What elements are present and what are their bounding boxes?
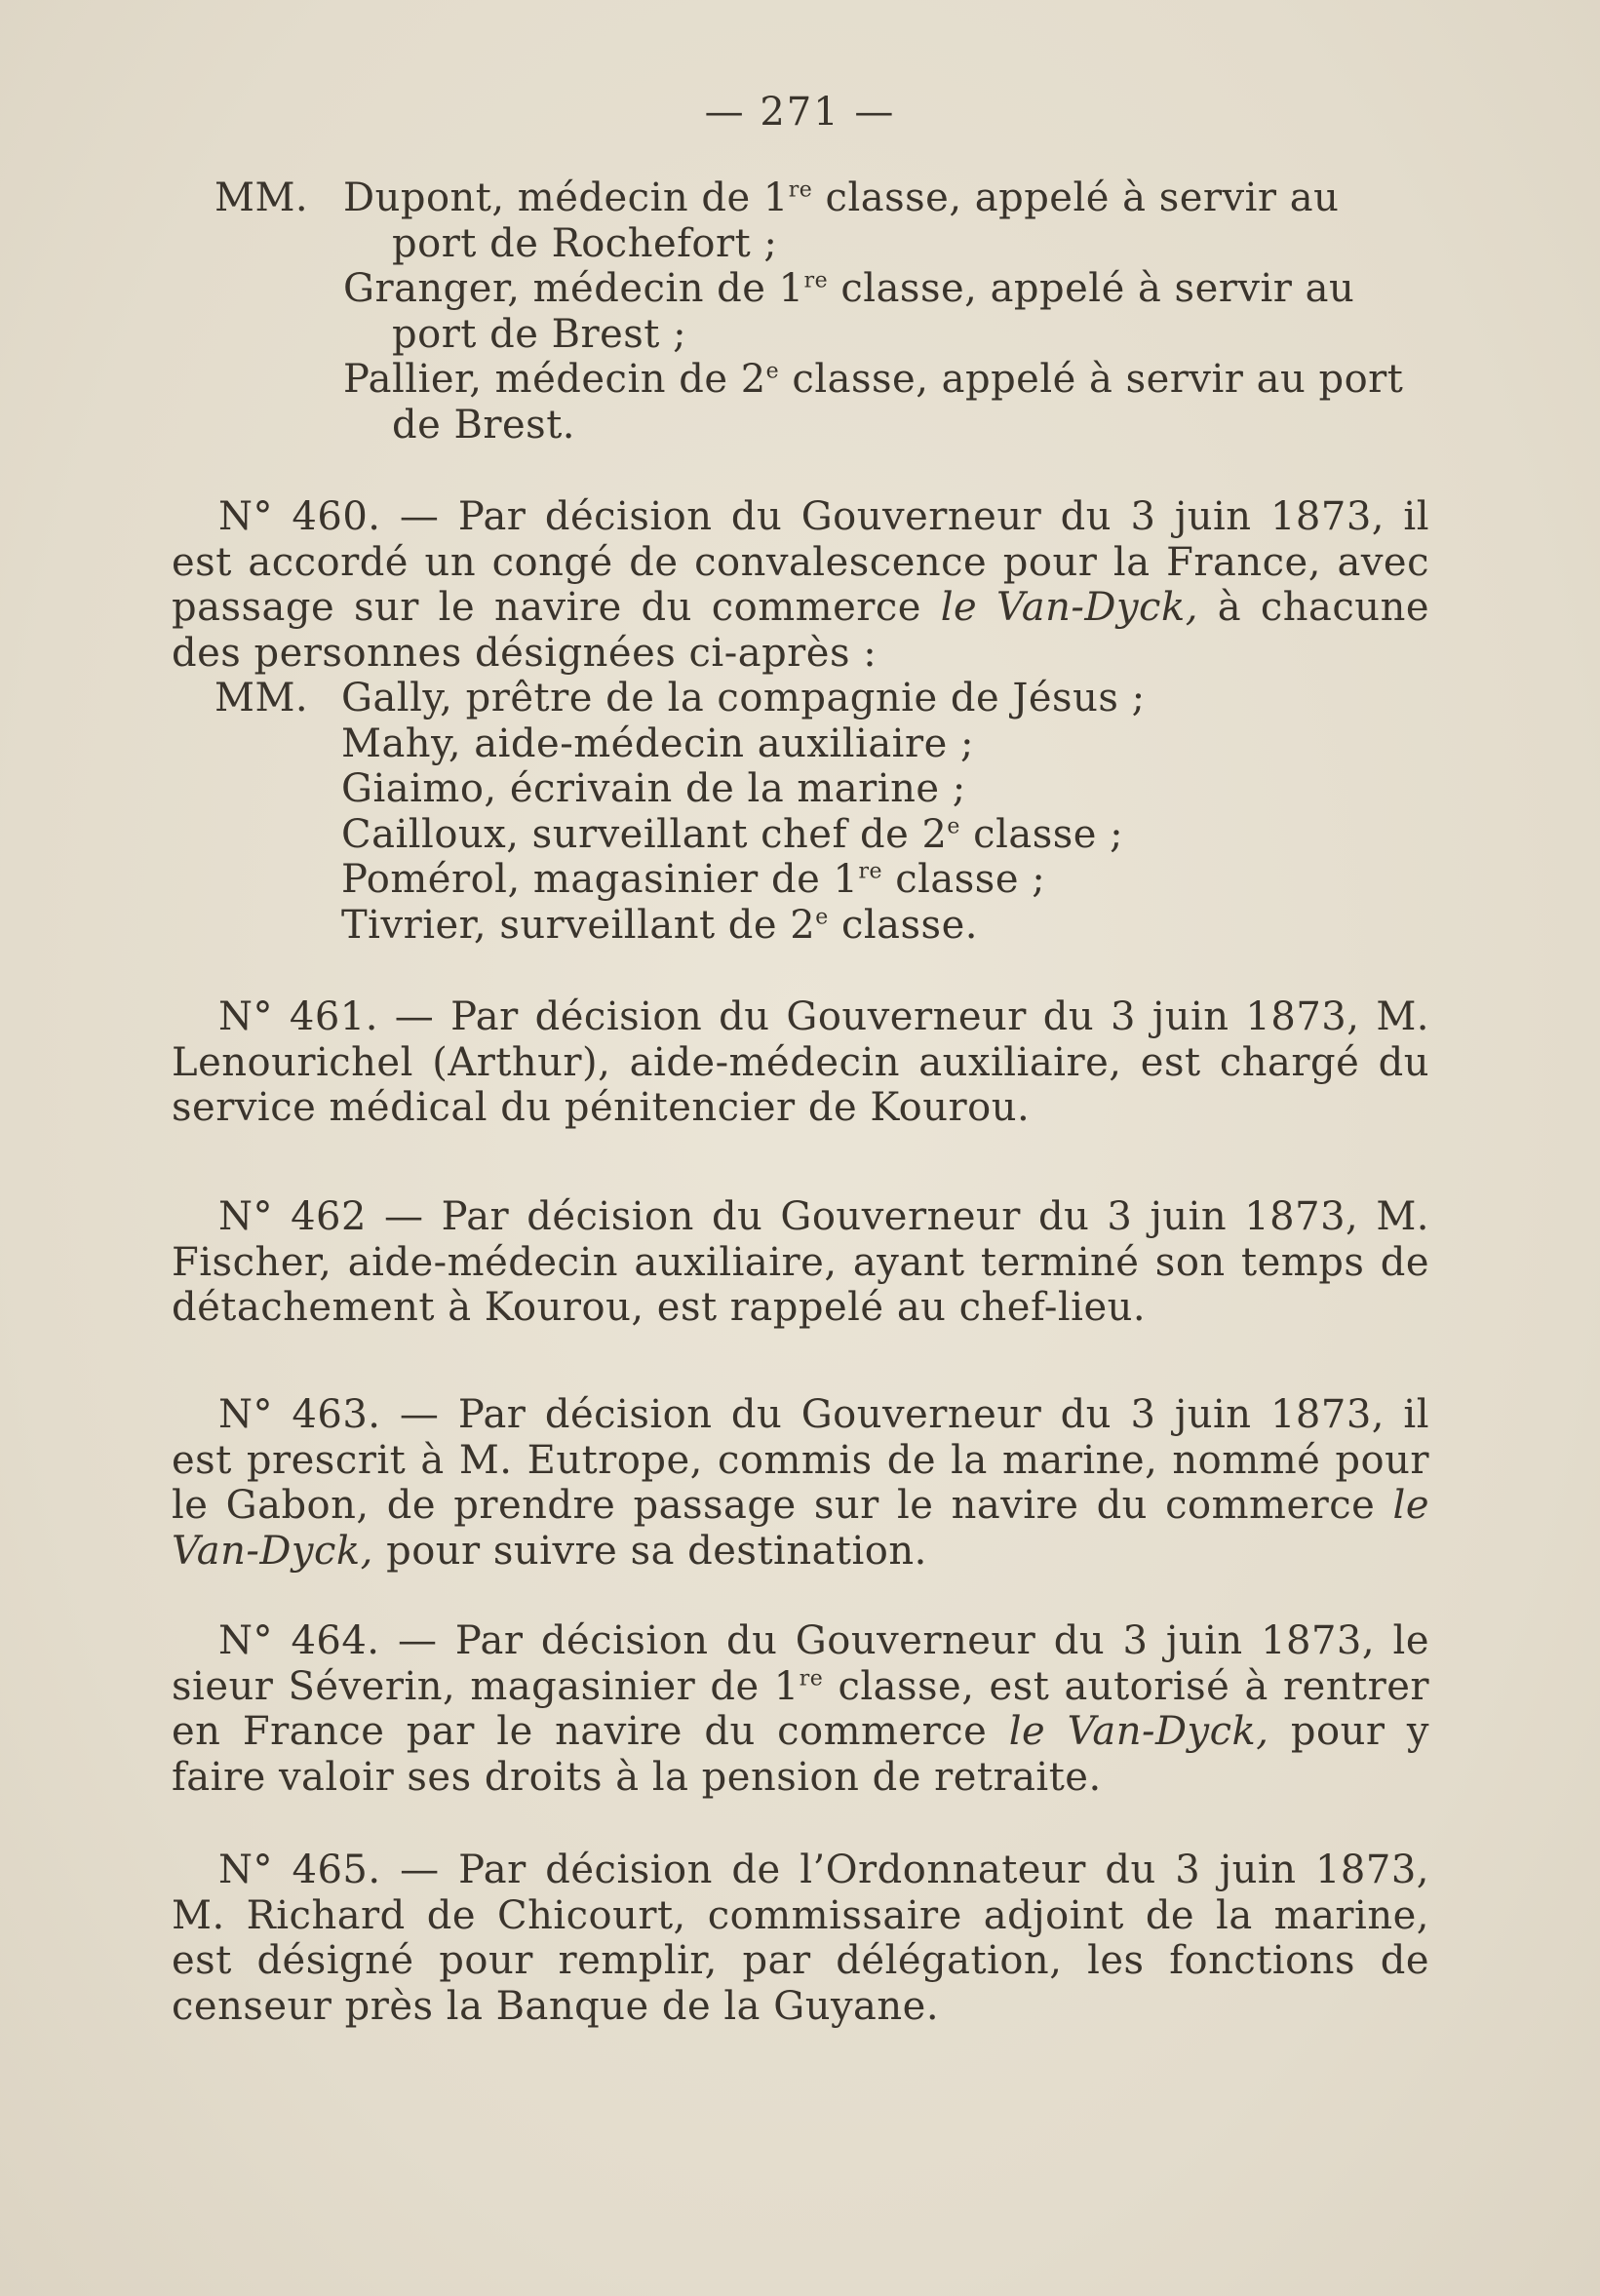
decision-462	[172, 1194, 1429, 1331]
decision-465-paragraph: N° 465. — Par décision de l’Ordonnateur du 3 juin 1873, M. Richard de Chicourt, commissaire adjoint de la marine, est désigné pour remplir, par délégation, les fonctions de censeur près la Banque de la Guyane.	[172, 1848, 1429, 2029]
decision-461	[172, 994, 1429, 1131]
mm-label-460: MM.	[215, 676, 309, 720]
decision-463-paragraph: N° 463. — Par décision du Gouverneur du 3 juin 1873, il est prescrit à M. Eutrope, commis de la marine, nommé pour le Gabon, de prendre passage sur le navire du commerce le Van-Dyck, pour suivre sa destination.	[172, 1392, 1429, 1574]
decision-464	[172, 1618, 1429, 1800]
decision-464-paragraph: N° 464. — Par décision du Gouverneur du 3 juin 1873, le sieur Séverin, magasinier de 1re classe, est autorisé à rentrer en France par le navire du commerce le Van-Dyck, pour y faire valoir ses droits à la pension de retraite.	[172, 1618, 1430, 1800]
name-cailloux: Cailloux, surveillant chef de 2e classe ;	[341, 811, 1124, 857]
decision-460	[172, 494, 1429, 948]
name-pomerol: Pomérol, magasinier de 1re classe ;	[341, 857, 1046, 902]
decision-462-paragraph: N° 462 — Par décision du Gouverneur du 3 juin 1873, M. Fischer, aide-médecin auxiliaire, ayant terminé son temps de détachement à Kourou, est rappelé au chef-lieu.	[172, 1194, 1429, 1330]
entry-granger: Granger, médecin de 1re classe, appelé à servir au port de Brest ;	[343, 266, 1355, 357]
entry-dupont: Dupont, médecin de 1re classe, appelé à servir au port de Rochefort ;	[343, 175, 1340, 266]
decision-465	[172, 1848, 1429, 2029]
intro-names-block	[172, 175, 1429, 448]
decision-461-paragraph: N° 461. — Par décision du Gouverneur du 3 juin 1873, M. Lenourichel (Arthur), aide-médecin auxiliaire, est chargé du service médical du pénitencier de Kourou.	[172, 994, 1429, 1130]
decision-460-paragraph: N° 460. — Par décision du Gouverneur du 3 juin 1873, il est accordé un congé de convalescence pour la France, avec passage sur le navire du commerce le Van-Dyck, à chacune des personnes désignées ci-après :	[172, 494, 1430, 676]
name-giaimo: Giaimo, écrivain de la marine ;	[341, 766, 966, 811]
decision-460-names	[172, 676, 1429, 948]
name-tivrier: Tivrier, surveillant de 2e classe.	[341, 902, 978, 948]
name-gally: Gally, prêtre de la compagnie de Jésus ;	[341, 676, 1146, 720]
mm-label: MM.	[215, 175, 309, 220]
page-number: — 271 —	[704, 90, 896, 135]
entry-pallier: Pallier, médecin de 2e classe, appelé à servir au port de Brest.	[343, 357, 1404, 448]
name-mahy: Mahy, aide-médecin auxiliaire ;	[341, 720, 974, 766]
decision-463	[172, 1392, 1429, 1574]
names-list	[341, 676, 1429, 948]
